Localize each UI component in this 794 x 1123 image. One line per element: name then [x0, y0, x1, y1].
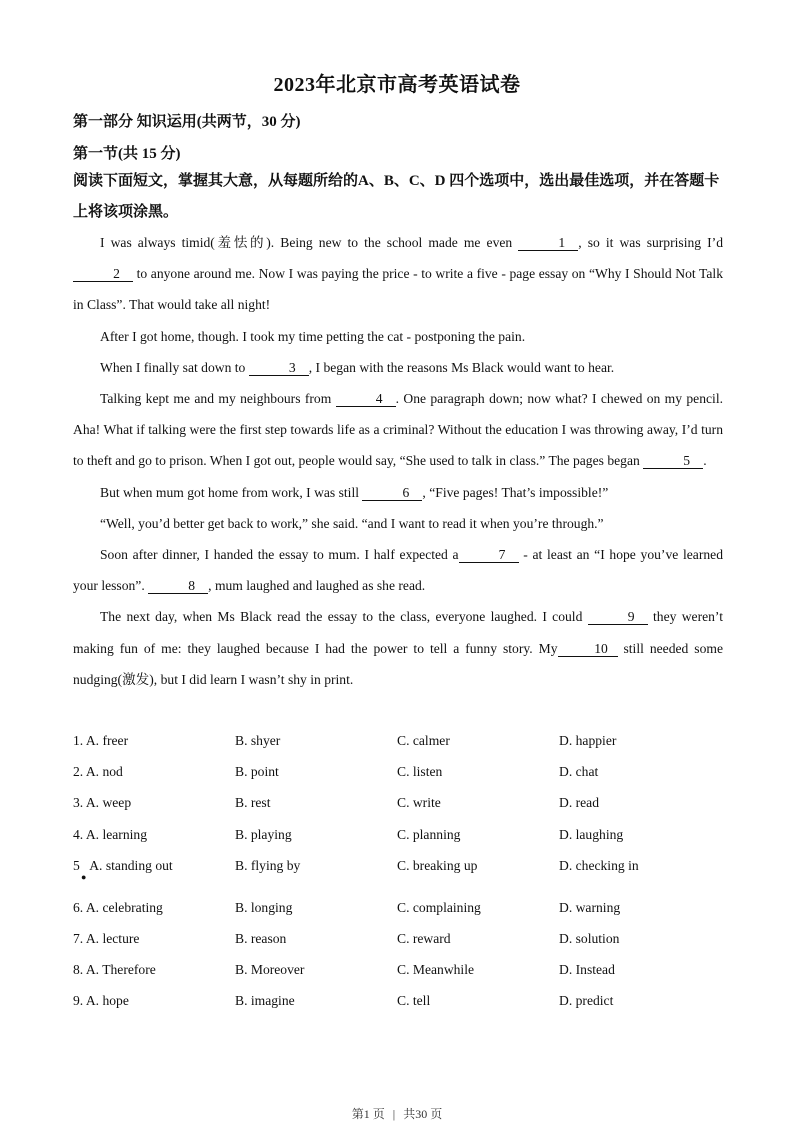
blank-8: 8 — [148, 578, 208, 594]
passage-paragraph-4 — [73, 383, 723, 477]
option-c: C. write — [397, 795, 441, 811]
option-c: C. tell — [397, 993, 431, 1009]
passage-text: still needed some nudging(激发), but I did learn I wasn’t shy in print. — [73, 640, 723, 687]
option-b: B. playing — [235, 826, 292, 842]
blank-1: 1 — [518, 235, 578, 251]
option-c: C. reward — [397, 930, 451, 946]
option-d: D. chat — [559, 764, 599, 780]
option-a: 1. A. freer — [73, 733, 129, 748]
blank-7: 7 — [459, 547, 519, 563]
passage-paragraph-8 — [73, 601, 723, 695]
option-d: D. happier — [559, 733, 617, 748]
passage-text: Talking kept me and my neighbours from — [100, 391, 336, 407]
option-b: B. point — [235, 764, 279, 780]
option-b: B. imagine — [235, 993, 295, 1009]
section-heading: 第一节(共 15 分) — [73, 146, 181, 162]
question-row-3 — [73, 795, 733, 826]
option-d: D. checking in — [559, 857, 639, 873]
option-b: B. flying by — [235, 857, 301, 873]
passage-text: Soon after dinner, I handed the essay to mum. I half expected a — [100, 547, 459, 563]
option-b: B. rest — [235, 795, 271, 811]
instructions: 阅读下面短文，掌握其大意，从每题所给的A、B、C、D 四个选项中，选出最佳选项，并在答题卡上将该项涂黑。 — [73, 173, 720, 220]
blank-6: 6 — [362, 485, 422, 501]
option-a: 7. A. lecture — [73, 930, 140, 946]
passage-paragraph-6: “Well, you’d better get back to work,” she said. “and I want to read it when you’re through.” — [100, 515, 604, 531]
blank-3: 3 — [249, 360, 309, 376]
passage-text: , so it was surprising I’d — [578, 235, 723, 250]
passage — [73, 227, 723, 695]
page-footer — [0, 1105, 794, 1122]
option-a: 5 A. standing out — [73, 857, 173, 873]
option-d: D. solution — [559, 930, 620, 946]
passage-text: But when mum got home from work, I was still — [100, 484, 363, 500]
passage-text: , I began with the reasons Ms Black would want to hear. — [308, 359, 615, 375]
question-row-7 — [73, 931, 733, 962]
passage-text: I was always timid(羞怯的). Being new to the school made me even — [100, 235, 519, 250]
question-options — [73, 733, 733, 1025]
passage-text: , “Five pages! That’s impossible!” — [422, 484, 609, 500]
question-row-2 — [73, 764, 733, 795]
passage-text: When I finally sat down to — [100, 359, 249, 375]
passage-paragraph-1 — [73, 227, 723, 321]
option-b: B. longing — [235, 899, 293, 915]
blank-2: 2 — [73, 266, 133, 282]
part-heading: 第一部分 知识运用(共两节，30 分) — [73, 114, 301, 130]
passage-paragraph-2: After I got home, though. I took my time petting the cat - postponing the pain. — [100, 328, 526, 344]
option-d: D. predict — [559, 993, 614, 1009]
passage-text: , mum laughed and laughed as she read. — [208, 578, 426, 594]
option-b: B. Moreover — [235, 962, 305, 978]
passage-text: to anyone around me. Now I was paying the price - to write a five - page essay on “Why I Should Not Talk in Class”. That would take all night! — [73, 266, 723, 313]
blank-10: 10 — [558, 641, 618, 657]
question-row-4 — [73, 827, 733, 858]
option-a: 8. A. Therefore — [73, 962, 156, 978]
option-c: C. breaking up — [397, 857, 478, 873]
passage-paragraph-7 — [73, 539, 723, 601]
page-title: 2023年北京市高考英语试卷 — [273, 74, 521, 96]
option-a: 9. A. hope — [73, 993, 129, 1009]
option-c: C. planning — [397, 826, 461, 842]
page-total: 共30 页 — [403, 1107, 443, 1121]
option-c: C. listen — [397, 764, 443, 780]
passage-text: The next day, when Ms Black read the essay to the class, everyone laughed. I could — [100, 609, 588, 625]
option-a: 6. A. celebrating — [73, 899, 163, 915]
passage-paragraph-3 — [73, 352, 723, 383]
option-a: 3. A. weep — [73, 795, 132, 811]
passage-text: . One paragraph down; now what? I chewed on my pencil. Aha! What if talking were the first step towards life as a criminal? Without the education I was throwing away, I’d turn to theft and go to prison. When I got out, people would say, “She used to talk in class.” The pages began — [73, 391, 724, 469]
passage-text: . — [703, 453, 707, 469]
passage-text: - at least an “I hope you’ve learned your lesson”. — [73, 547, 723, 594]
question-row-6 — [73, 900, 733, 931]
passage-text: they weren’t making fun of me: they laughed because I had the power to tell a funny story. My — [73, 609, 723, 656]
question-row-1 — [73, 733, 733, 764]
option-c: C. complaining — [397, 899, 481, 915]
option-b: B. reason — [235, 930, 287, 946]
option-a: 4. A. learning — [73, 826, 147, 842]
blank-5: 5 — [643, 453, 703, 469]
option-d: D. warning — [559, 899, 621, 915]
option-d: D. read — [559, 795, 600, 811]
page-number: 第1 页 — [351, 1107, 385, 1121]
option-c: C. Meanwhile — [397, 962, 475, 978]
footer-separator: | — [392, 1107, 396, 1121]
passage-paragraph-5 — [73, 477, 723, 508]
option-b: B. shyer — [235, 733, 281, 748]
option-c: C. calmer — [397, 733, 450, 748]
blank-4: 4 — [336, 391, 396, 407]
question-row-9 — [73, 993, 733, 1024]
question-row-8 — [73, 962, 733, 993]
option-d: D. laughing — [559, 826, 624, 842]
question-row-5 — [73, 858, 733, 900]
dot-mark: ● — [81, 871, 87, 882]
option-d: D. Instead — [559, 962, 615, 978]
blank-9: 9 — [588, 609, 648, 625]
option-a: 2. A. nod — [73, 764, 123, 780]
